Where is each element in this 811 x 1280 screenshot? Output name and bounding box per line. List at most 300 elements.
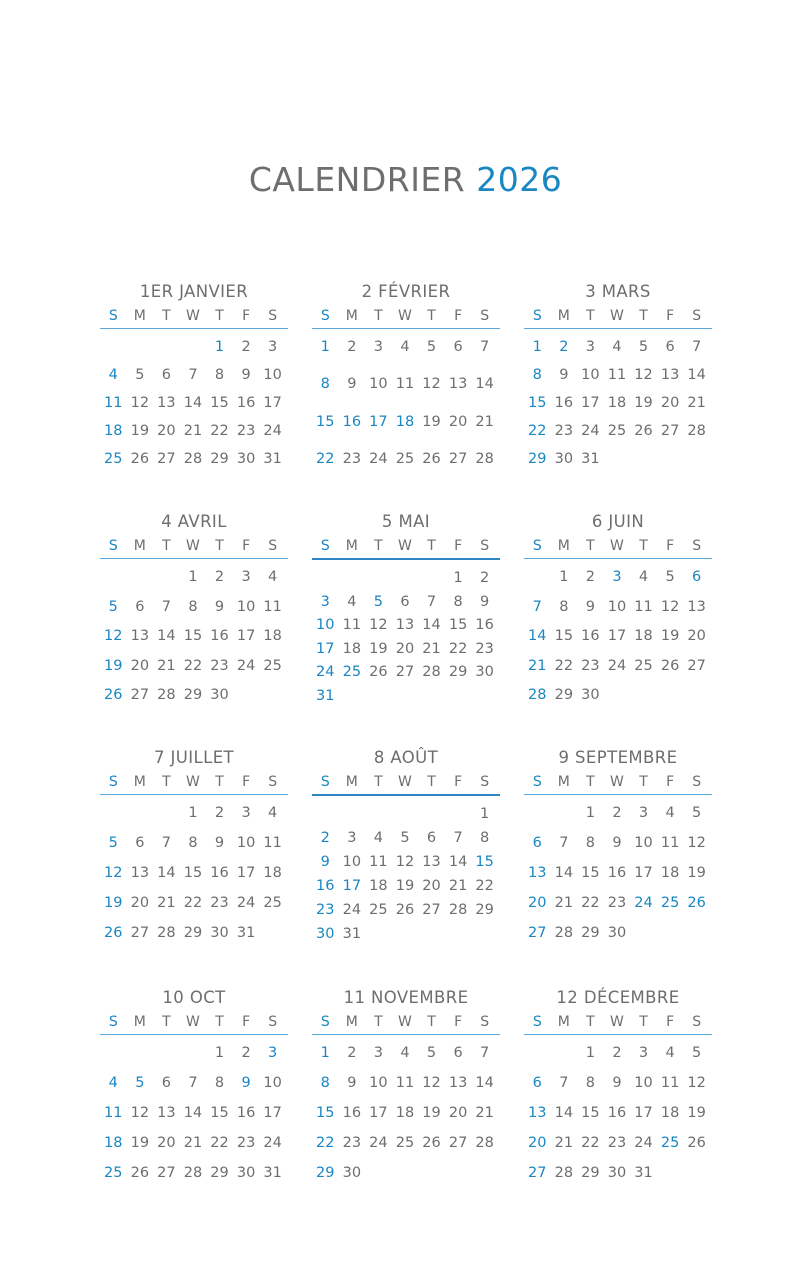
weekday-label: M	[133, 1014, 146, 1030]
day-cell: 5	[665, 569, 675, 585]
day-cell: 4	[347, 593, 357, 610]
weekday-header	[312, 770, 500, 796]
day-cell: 12	[369, 617, 388, 634]
weekday-header	[524, 304, 712, 329]
day-cell: 31	[263, 1165, 282, 1181]
day-cell: 23	[316, 902, 335, 918]
empty-cell	[100, 1043, 127, 1063]
month-name: 10 OCT	[162, 988, 226, 1007]
day-cell: 20	[130, 895, 150, 911]
day-cell: 12	[422, 1075, 441, 1091]
day-cell: 25	[395, 450, 415, 467]
day-cell: 26	[369, 664, 388, 681]
day-cell: 14	[475, 376, 494, 393]
day-cell: 30	[210, 925, 229, 941]
day-cell: 3	[241, 805, 251, 821]
weekday-label: T	[427, 308, 436, 324]
day-cell: 18	[369, 878, 388, 894]
week-row	[312, 924, 500, 944]
day-cell: 28	[183, 451, 203, 467]
day-cell: 13	[130, 865, 150, 881]
week-row	[312, 1103, 500, 1123]
day-cell: 27	[448, 1135, 468, 1151]
week-row	[100, 421, 288, 441]
day-cell: 12	[130, 1105, 150, 1121]
week-row	[524, 1133, 712, 1153]
day-cell: 20	[687, 628, 706, 644]
day-cell: 18	[104, 423, 123, 439]
weekday-header	[100, 304, 288, 329]
day-cell: 7	[532, 598, 542, 615]
week-row	[524, 1073, 712, 1093]
day-cell: 31	[634, 1165, 653, 1181]
week-row	[524, 1163, 712, 1183]
weekday-label: M	[345, 308, 358, 324]
empty-cell	[259, 685, 286, 705]
day-cell: 4	[268, 569, 278, 585]
day-cell: 1	[320, 1045, 330, 1061]
day-cell: 15	[448, 617, 468, 634]
day-cell: 18	[607, 395, 627, 411]
week-row	[312, 804, 500, 824]
day-cell: 23	[236, 423, 256, 439]
weekday-label: M	[345, 774, 358, 790]
day-cell: 22	[183, 657, 203, 674]
day-cell: 26	[687, 895, 706, 911]
day-grid	[100, 1043, 288, 1183]
week-row	[312, 1043, 500, 1063]
day-cell: 24	[263, 423, 282, 439]
day-cell: 30	[236, 451, 256, 467]
week-row	[312, 412, 500, 432]
weekday-label: T	[162, 774, 171, 790]
week-row	[312, 686, 500, 706]
week-row	[524, 656, 712, 676]
week-row	[312, 639, 500, 659]
empty-cell	[365, 1163, 392, 1183]
day-cell: 4	[665, 1045, 675, 1061]
day-cell: 7	[692, 339, 702, 355]
day-cell: 4	[373, 830, 384, 846]
week-row	[100, 803, 288, 823]
day-cell: 31	[316, 687, 335, 704]
day-cell: 4	[400, 1045, 410, 1061]
day-cell: 29	[475, 902, 494, 918]
weekday-label: S	[692, 774, 702, 790]
week-row	[100, 1043, 288, 1063]
day-cell: 5	[108, 835, 118, 851]
day-cell: 28	[475, 1135, 494, 1151]
day-cell: 28	[475, 450, 494, 467]
day-cell: 15	[581, 865, 600, 881]
weekday-label: T	[586, 1014, 595, 1030]
weekday-label: S	[108, 1014, 118, 1030]
week-row	[524, 803, 712, 823]
day-cell: 3	[373, 1045, 384, 1061]
day-cell: 27	[157, 451, 176, 467]
day-cell: 20	[528, 895, 547, 911]
day-cell: 25	[104, 1165, 123, 1181]
day-cell: 15	[316, 413, 335, 430]
day-cell: 6	[135, 835, 145, 851]
day-cell: 5	[426, 1045, 437, 1061]
day-cell: 12	[687, 835, 706, 851]
day-cell: 20	[448, 413, 468, 430]
day-cell: 23	[581, 657, 600, 674]
week-row	[524, 863, 712, 883]
month-name: 6 JUIN	[591, 512, 645, 531]
empty-cell	[392, 568, 419, 588]
day-cell: 14	[528, 628, 547, 644]
week-row	[524, 337, 712, 357]
weekday-label: S	[320, 538, 330, 554]
day-cell: 15	[581, 1105, 600, 1121]
day-cell: 21	[183, 423, 203, 439]
day-cell: 27	[130, 925, 150, 941]
day-cell: 29	[581, 1165, 600, 1181]
day-grid	[524, 337, 712, 469]
empty-cell	[127, 337, 154, 357]
day-cell: 16	[607, 865, 627, 881]
empty-cell	[630, 685, 657, 705]
day-cell: 9	[347, 1075, 357, 1091]
day-cell: 8	[532, 367, 542, 383]
day-cell: 17	[236, 628, 256, 644]
day-cell: 28	[687, 423, 706, 439]
day-cell: 9	[241, 367, 251, 383]
weekday-label: T	[586, 308, 595, 324]
day-cell: 11	[263, 835, 282, 851]
day-cell: 2	[347, 339, 357, 355]
day-cell: 14	[475, 1075, 494, 1091]
empty-cell	[392, 1163, 419, 1183]
weekday-label: F	[242, 1014, 251, 1030]
day-cell: 19	[369, 640, 388, 657]
day-cell: 16	[210, 865, 229, 881]
day-cell: 10	[369, 376, 388, 393]
day-cell: 3	[638, 1045, 649, 1061]
weekday-label: T	[162, 308, 171, 324]
day-cell: 21	[448, 878, 468, 894]
weekday-label: M	[557, 1014, 570, 1030]
week-row	[312, 1073, 500, 1093]
day-cell: 25	[342, 664, 362, 681]
weekday-label: S	[532, 538, 542, 554]
week-row	[100, 923, 288, 943]
weekday-label: T	[639, 308, 648, 324]
day-cell: 3	[638, 805, 649, 821]
weekday-label: W	[186, 774, 200, 790]
day-cell: 17	[342, 878, 362, 894]
day-cell: 23	[475, 640, 494, 657]
day-cell: 7	[559, 835, 569, 851]
day-cell: 18	[395, 1105, 415, 1121]
day-cell: 17	[581, 395, 600, 411]
day-cell: 24	[369, 450, 388, 467]
weekday-label: T	[374, 538, 383, 554]
day-cell: 16	[236, 395, 256, 411]
day-cell: 22	[475, 878, 494, 894]
day-cell: 13	[395, 617, 415, 634]
day-cell: 24	[342, 902, 362, 918]
day-cell: 27	[157, 1165, 176, 1181]
empty-cell	[683, 685, 710, 705]
week-row	[100, 567, 288, 587]
empty-cell	[418, 924, 445, 944]
weekday-label: S	[480, 1014, 490, 1030]
weekday-label: F	[666, 538, 675, 554]
day-cell: 24	[581, 423, 600, 439]
week-row	[312, 592, 500, 612]
day-cell: 6	[161, 1075, 172, 1091]
weekday-header	[100, 770, 288, 795]
day-cell: 19	[422, 1105, 441, 1121]
week-row	[100, 393, 288, 413]
day-cell: 1	[320, 339, 330, 355]
empty-cell	[657, 685, 684, 705]
page-title	[0, 160, 811, 199]
month-block	[100, 746, 288, 943]
month-name: 5 MAI	[381, 512, 431, 531]
day-cell: 24	[607, 657, 627, 674]
day-cell: 16	[210, 628, 229, 644]
day-cell: 8	[320, 376, 330, 393]
day-cell: 19	[687, 865, 706, 881]
day-cell: 7	[188, 367, 198, 383]
day-cell: 7	[188, 1075, 198, 1091]
week-row	[100, 449, 288, 469]
weekday-label: W	[610, 538, 624, 554]
day-cell: 23	[554, 423, 574, 439]
week-row	[312, 662, 500, 682]
day-cell: 16	[475, 617, 494, 634]
day-cell: 7	[161, 598, 172, 615]
day-cell: 26	[130, 451, 150, 467]
day-cell: 30	[607, 925, 627, 941]
day-cell: 8	[214, 367, 225, 383]
day-cell: 19	[660, 628, 680, 644]
day-cell: 19	[422, 413, 441, 430]
day-cell: 26	[395, 902, 415, 918]
empty-cell	[524, 567, 551, 587]
empty-cell	[100, 803, 127, 823]
day-cell: 12	[130, 395, 150, 411]
weekday-label: F	[454, 774, 463, 790]
day-cell: 6	[161, 367, 172, 383]
day-cell: 11	[104, 1105, 123, 1121]
day-cell: 30	[475, 664, 494, 681]
empty-cell	[233, 685, 260, 705]
month-name: 12 DÉCEMBRE	[556, 988, 680, 1007]
month-name: 3 MARS	[585, 282, 651, 301]
day-cell: 7	[480, 1045, 490, 1061]
day-cell: 22	[316, 1135, 335, 1151]
week-row	[100, 1163, 288, 1183]
weekday-label: M	[557, 308, 570, 324]
day-cell: 6	[532, 1075, 542, 1091]
day-cell: 25	[104, 451, 123, 467]
weekday-label: T	[162, 538, 171, 554]
day-cell: 9	[612, 835, 622, 851]
weekday-label: T	[586, 538, 595, 554]
week-row	[524, 1043, 712, 1063]
day-cell: 18	[342, 640, 362, 657]
weekday-label: T	[427, 1014, 436, 1030]
day-cell: 2	[241, 1045, 251, 1061]
day-cell: 25	[660, 895, 680, 911]
month-block	[524, 986, 712, 1183]
day-cell: 11	[395, 376, 415, 393]
empty-cell	[312, 568, 339, 588]
day-cell: 22	[581, 1135, 600, 1151]
day-cell: 10	[342, 854, 362, 870]
day-cell: 27	[687, 657, 706, 674]
weekday-label: F	[666, 308, 675, 324]
day-cell: 26	[130, 1165, 150, 1181]
day-cell: 2	[612, 1045, 622, 1061]
day-cell: 9	[320, 854, 330, 870]
week-row	[312, 828, 500, 848]
weekday-label: M	[133, 308, 146, 324]
day-cell: 18	[263, 628, 282, 644]
weekday-label: F	[454, 1014, 463, 1030]
day-cell: 9	[214, 598, 225, 615]
day-cell: 17	[236, 865, 256, 881]
day-cell: 14	[554, 1105, 574, 1121]
day-cell: 26	[687, 1135, 706, 1151]
day-cell: 1	[453, 570, 463, 586]
day-cell: 8	[453, 593, 463, 610]
day-cell: 6	[400, 593, 410, 610]
empty-cell	[392, 686, 419, 706]
day-cell: 14	[157, 865, 176, 881]
day-cell: 7	[426, 593, 437, 610]
day-cell: 8	[188, 835, 198, 851]
weekday-header	[524, 534, 712, 559]
month-name: 1ER JANVIER	[139, 282, 249, 301]
day-cell: 19	[687, 1105, 706, 1121]
day-cell: 12	[634, 367, 653, 383]
empty-cell	[657, 1163, 684, 1183]
day-cell: 6	[665, 339, 675, 355]
weekday-label: M	[133, 774, 146, 790]
day-cell: 15	[554, 628, 574, 644]
week-row	[100, 597, 288, 617]
weekday-label: F	[242, 774, 251, 790]
empty-cell	[180, 1043, 207, 1063]
day-cell: 25	[607, 423, 627, 439]
day-cell: 27	[422, 902, 441, 918]
day-cell: 24	[634, 895, 653, 911]
weekday-label: W	[610, 1014, 624, 1030]
day-cell: 1	[214, 1045, 225, 1061]
day-cell: 21	[183, 1135, 203, 1151]
weekday-label: S	[532, 1014, 542, 1030]
empty-cell	[365, 804, 392, 824]
weekday-label: S	[320, 308, 330, 324]
day-cell: 25	[395, 1135, 415, 1151]
day-cell: 17	[369, 1105, 388, 1121]
week-row	[312, 852, 500, 872]
day-cell: 13	[130, 628, 150, 644]
day-cell: 20	[660, 395, 680, 411]
day-cell: 4	[268, 805, 278, 821]
day-cell: 24	[236, 657, 256, 674]
weekday-label: T	[215, 774, 224, 790]
weekday-label: T	[427, 774, 436, 790]
day-cell: 21	[157, 657, 176, 674]
day-cell: 31	[581, 451, 600, 467]
day-cell: 24	[236, 895, 256, 911]
day-cell: 26	[660, 657, 680, 674]
day-cell: 30	[554, 451, 574, 467]
day-grid	[524, 1043, 712, 1183]
empty-cell	[683, 449, 710, 469]
empty-cell	[180, 337, 207, 357]
week-row	[100, 685, 288, 705]
weekday-label: F	[454, 308, 463, 324]
day-cell: 17	[369, 413, 388, 430]
empty-cell	[630, 449, 657, 469]
day-cell: 5	[135, 367, 145, 383]
week-row	[100, 656, 288, 676]
week-row	[312, 568, 500, 588]
day-cell: 11	[660, 1075, 680, 1091]
day-cell: 30	[210, 687, 229, 703]
day-cell: 17	[634, 865, 653, 881]
weekday-label: T	[586, 774, 595, 790]
day-cell: 14	[157, 628, 176, 644]
day-cell: 28	[183, 1165, 203, 1181]
weekday-label: S	[268, 1014, 278, 1030]
day-cell: 14	[183, 395, 203, 411]
day-cell: 23	[342, 450, 362, 467]
day-cell: 22	[210, 423, 229, 439]
empty-cell	[418, 686, 445, 706]
empty-cell	[524, 803, 551, 823]
day-cell: 17	[316, 640, 335, 657]
day-cell: 13	[422, 854, 441, 870]
day-cell: 7	[559, 1075, 569, 1091]
day-cell: 18	[395, 413, 415, 430]
weekday-header	[524, 770, 712, 795]
day-cell: 16	[316, 878, 335, 894]
weekday-header	[524, 1010, 712, 1035]
month-block	[100, 986, 288, 1183]
day-cell: 18	[263, 865, 282, 881]
day-cell: 2	[320, 830, 330, 846]
weekday-header	[312, 304, 500, 329]
day-cell: 16	[554, 395, 574, 411]
day-cell: 26	[104, 925, 123, 941]
weekday-label: S	[532, 774, 542, 790]
day-cell: 21	[157, 895, 176, 911]
month-block	[100, 280, 288, 469]
empty-cell	[365, 924, 392, 944]
weekday-label: T	[215, 1014, 224, 1030]
day-cell: 10	[263, 1075, 282, 1091]
weekday-label: F	[454, 538, 463, 554]
week-row	[524, 833, 712, 853]
day-cell: 28	[554, 1165, 574, 1181]
day-cell: 30	[342, 1165, 362, 1181]
day-cell: 7	[480, 339, 490, 355]
weekday-label: T	[639, 538, 648, 554]
day-cell: 21	[475, 413, 494, 430]
day-grid	[100, 803, 288, 943]
weekday-label: M	[345, 1014, 358, 1030]
weekday-label: T	[162, 1014, 171, 1030]
